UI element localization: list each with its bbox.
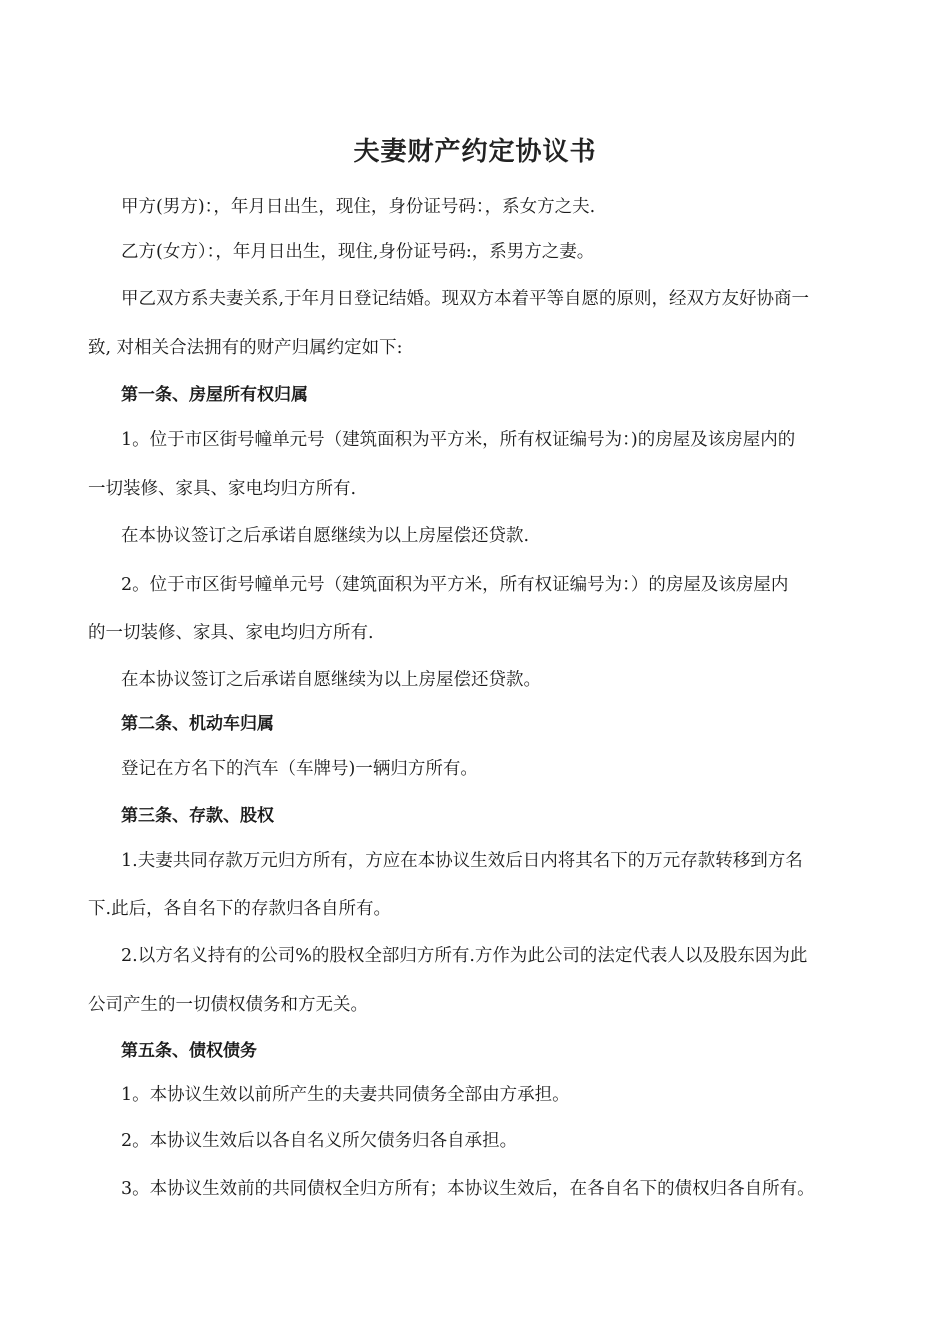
article-1-item-2-note: 在本协议签订之后承诺自愿继续为以上房屋偿还贷款。	[121, 670, 541, 690]
article-1-heading: 第一条、房屋所有权归属	[121, 385, 308, 405]
article-1-item-2-line-2: 的一切装修、家具、家电均归方所有.	[88, 623, 374, 643]
article-5-item-1: 1。本协议生效以前所产生的夫妻共同债务全部由方承担。	[121, 1085, 570, 1105]
article-3-item-1-line-1: 1.夫妻共同存款万元归方所有，方应在本协议生效后日内将其名下的万元存款转移到方名	[121, 851, 803, 871]
preamble-line-2: 致, 对相关合法拥有的财产归属约定如下:	[88, 338, 403, 358]
article-3-item-2-line-2: 公司产生的一切债权债务和方无关。	[88, 995, 368, 1015]
preamble-line-1: 甲乙双方系夫妻关系,于年月日登记结婚。现双方本着平等自愿的原则，经双方友好协商一	[121, 289, 810, 309]
article-1-item-2-line-1: 2。位于市区街号幢单元号（建筑面积为平方米，所有权证编号为：）的房屋及该房屋内	[121, 575, 789, 595]
article-3-item-1-line-2: 下.此后，各自名下的存款归各自所有。	[88, 899, 392, 919]
party-b-line: 乙方(女方）：，年月日出生，现住,身份证号码:，系男方之妻。	[121, 242, 595, 262]
article-1-item-1-note: 在本协议签订之后承诺自愿继续为以上房屋偿还贷款.	[121, 526, 530, 546]
article-5-item-3: 3。本协议生效前的共同债权全归方所有；本协议生效后，在各自名下的债权归各自所有。	[121, 1179, 815, 1199]
article-2-text: 登记在方名下的汽车（车牌号)一辆归方所有。	[121, 759, 478, 779]
article-2-heading: 第二条、机动车归属	[121, 714, 274, 734]
article-1-item-1-line-1: 1。位于市区街号幢单元号（建筑面积为平方米，所有权证编号为：)的房屋及该房屋内的	[121, 430, 796, 450]
article-5-heading: 第五条、债权债务	[121, 1041, 257, 1061]
article-5-item-2: 2。本协议生效后以各自名义所欠债务归各自承担。	[121, 1131, 518, 1151]
party-a-line: 甲方(男方)：，年月日出生，现住，身份证号码：，系女方之夫.	[121, 197, 596, 217]
article-3-item-2-line-1: 2.以方名义持有的公司%的股权全部归方所有.方作为此公司的法定代表人以及股东因为此	[121, 946, 808, 966]
article-1-item-1-line-2: 一切装修、家具、家电均归方所有.	[88, 479, 357, 499]
document-title: 夫妻财产约定协议书	[353, 137, 597, 167]
article-3-heading: 第三条、存款、股权	[121, 806, 274, 826]
